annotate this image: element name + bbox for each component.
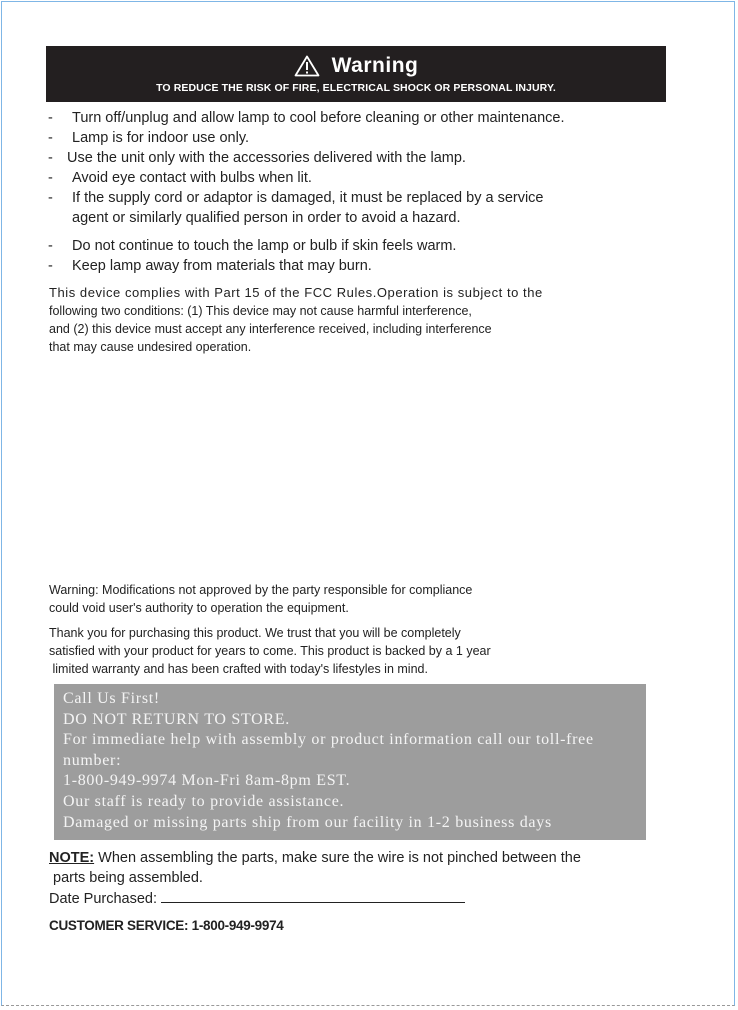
date-purchased: Date Purchased: bbox=[49, 888, 465, 909]
modifications-warning: Warning: Modifications not approved by the party responsible for compliance could void user's authority to operation the equipment. bbox=[49, 583, 473, 615]
bullet-item: - Avoid eye contact with bulbs when lit. bbox=[48, 170, 312, 186]
customer-service: CUSTOMER SERVICE: 1-800-949-9974 bbox=[49, 918, 284, 933]
bullet-item: - Lamp is for indoor use only. bbox=[48, 130, 250, 146]
bullet-item: - Use the unit only with the accessories delivered with the lamp. bbox=[48, 150, 466, 166]
call-us-first-box: Call Us First! DO NOT RETURN TO STORE. For immediate help with assembly or product information call our toll-free number: 1-800-949-9974 Mon-Fri 8am-8pm EST. Our staff is ready to provide assistance. Damaged or missing parts ship from our facility in 1-2 business days bbox=[54, 684, 646, 840]
warning-triangle-icon bbox=[294, 55, 320, 77]
warning-title: Warning bbox=[331, 54, 419, 77]
safety-bullets bbox=[48, 108, 648, 276]
fcc-statement: This device complies with Part 15 of the FCC Rules.Operation is subject to the following two conditions: (1) This device may not cause harmful interference, and (2) this device must accept any interference received, including interference that may cause undesired operation. bbox=[49, 285, 543, 354]
assembly-note: NOTE: When assembling the parts, make sure the wire is not pinched between the parts being assembled. bbox=[49, 850, 581, 886]
warning-banner bbox=[46, 46, 666, 102]
bullet-continuation: agent or similarly qualified person in order to avoid a hazard. bbox=[72, 210, 461, 226]
warning-subtitle: TO REDUCE THE RISK OF FIRE, ELECTRICAL SHOCK OR PERSONAL INJURY. bbox=[156, 82, 556, 94]
date-purchased-blank-line bbox=[161, 888, 465, 903]
bullet-item: - If the supply cord or adaptor is damaged, it must be replaced by a service bbox=[48, 190, 544, 206]
bullet-item: - Do not continue to touch the lamp or bulb if skin feels warm. bbox=[48, 238, 457, 254]
thank-you-text: Thank you for purchasing this product. We trust that you will be completely satisfied with your product for years to come. This product is backed by a 1 year limited warranty and has been crafted with today's lifestyles in mind. bbox=[49, 626, 491, 676]
bullet-item: - Keep lamp away from materials that may burn. bbox=[48, 258, 372, 274]
bullet-item: - Turn off/unplug and allow lamp to cool before cleaning or other maintenance. bbox=[48, 110, 565, 126]
warning-title-row bbox=[46, 54, 666, 78]
note-label: NOTE: bbox=[49, 850, 95, 866]
